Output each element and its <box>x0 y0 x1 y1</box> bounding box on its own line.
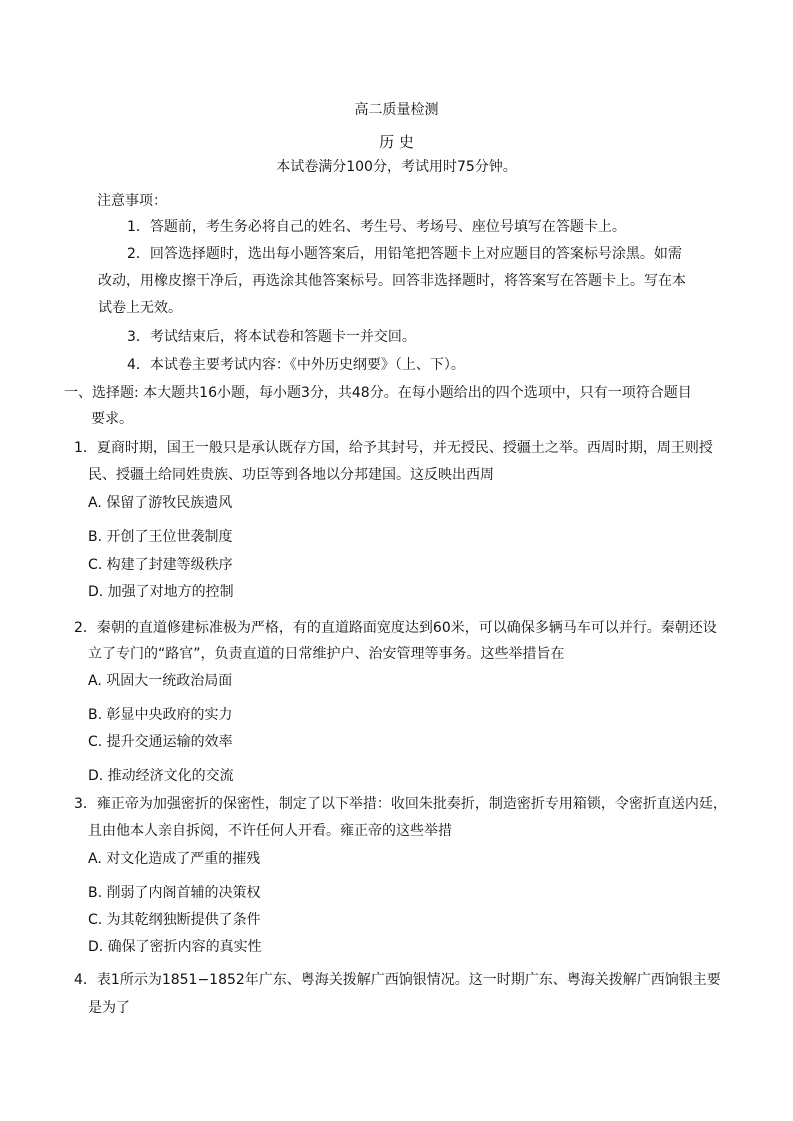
notice-item-2-line-1: 2．回答选择题时，选出每小题答案后，用铅笔把答题卡上对应题目的答案标号涂黑。如需 <box>127 246 682 262</box>
question-3-option-b: B. 削弱了内阁首辅的决策权 <box>88 885 261 901</box>
question-1-option-d: D. 加强了对地方的控制 <box>88 584 234 600</box>
question-3-stem-line-1: 3．雍正帝为加强密折的保密性，制定了以下举措：收回朱批奏折，制造密折专用箱锁，令密折直送内廷， <box>74 796 727 812</box>
subject-title: 历 史 <box>379 133 414 151</box>
question-2-option-a: A. 巩固大一统政治局面 <box>88 673 233 689</box>
score-time-line: 本试卷满分100分，考试用时75分钟。 <box>276 159 517 175</box>
question-1-option-b: B. 开创了王位世袭制度 <box>88 529 233 545</box>
question-1-stem-line-2: 民、授疆土给同姓贵族、功臣等到各地以分邦建国。这反映出西周 <box>88 467 494 483</box>
question-2-option-c: C. 提升交通运输的效率 <box>88 734 233 750</box>
notice-item-3: 3．考试结束后，将本试卷和答题卡一并交回。 <box>127 329 416 345</box>
section-1-line-2: 要求。 <box>91 411 133 427</box>
question-4-stem-line-2: 是为了 <box>88 1000 130 1016</box>
question-1-stem-line-1: 1．夏商时期，国王一般只是承认既存方国，给予其封号，并无授民、授疆土之举。西周时期，周王则授 <box>74 440 713 456</box>
notice-item-1: 1．答题前，考生务必将自己的姓名、考生号、考场号、座位号填写在答题卡上。 <box>127 219 626 235</box>
notice-item-2-line-3: 试卷上无效。 <box>98 300 182 316</box>
question-2-stem-line-2: 立了专门的“路官”，负责直道的日常维护户、治安管理等事务。这些举措旨在 <box>88 646 565 662</box>
question-3-option-c: C. 为其乾纲独断提供了条件 <box>88 912 261 928</box>
exam-title: 高二质量检测 <box>354 102 439 118</box>
question-2-option-d: D. 推动经济文化的交流 <box>88 768 234 784</box>
question-2-option-b: B. 彰显中央政府的实力 <box>88 707 233 723</box>
notice-heading: 注意事项： <box>97 193 167 209</box>
notice-item-2-line-2: 改动，用橡皮擦干净后，再选涂其他答案标号。回答非选择题时，将答案写在答题卡上。写在本 <box>98 273 686 289</box>
question-1-option-a: A. 保留了游牧民族遗风 <box>88 495 233 511</box>
notice-item-4: 4．本试卷主要考试内容：《中外历史纲要》（上、下）。 <box>127 357 465 373</box>
question-4-stem-line-1: 4．表1所示为1851−1852年广东、粤海关拨解广西饷银情况。这一时期广东、粤海关拨解广西饷银主要 <box>74 972 721 988</box>
question-3-option-d: D. 确保了密折内容的真实性 <box>88 939 262 955</box>
question-2-stem-line-1: 2．秦朝的直道修建标准极为严格，有的直道路面宽度达到60米，可以确保多辆马车可以并行。秦朝还设 <box>74 620 717 636</box>
question-3-stem-line-2: 且由他本人亲自拆阅，不许任何人开看。雍正帝的这些举措 <box>88 823 452 839</box>
question-3-option-a: A. 对文化造成了严重的摧残 <box>88 851 261 867</box>
section-1-line-1: 一、选择题: 本大题共16小题，每小题3分，共48分。在每小题给出的四个选项中，只有一项符合题目 <box>64 385 692 401</box>
question-1-option-c: C. 构建了封建等级秩序 <box>88 557 233 573</box>
